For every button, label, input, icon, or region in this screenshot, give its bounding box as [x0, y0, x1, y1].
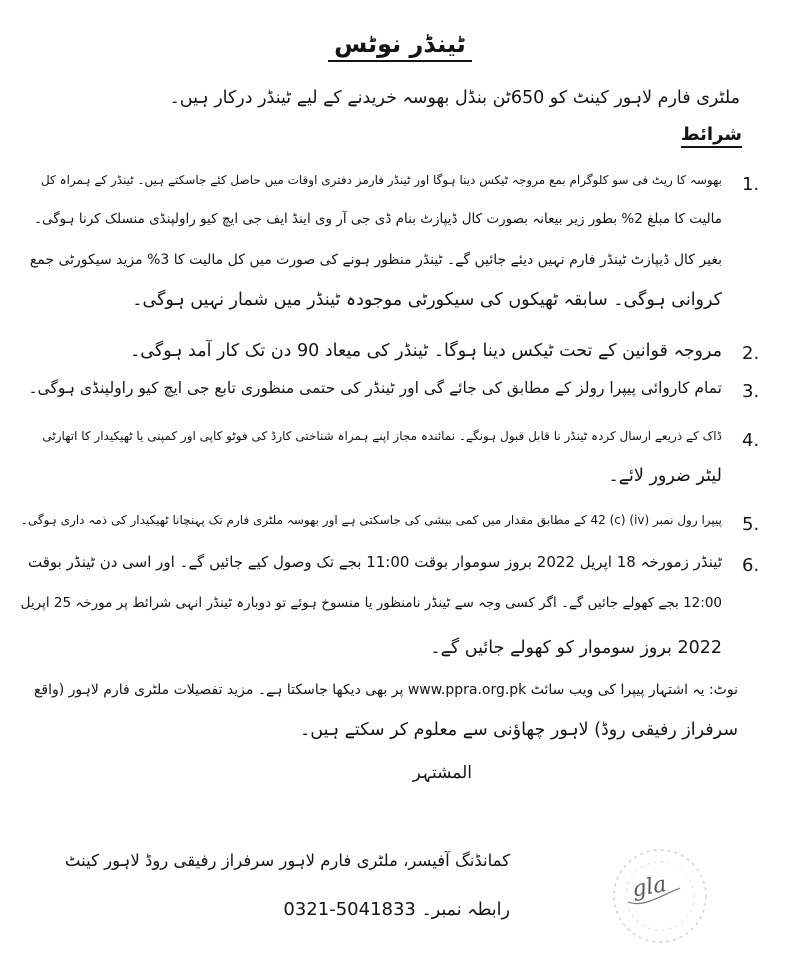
condition-line: کروانی ہوگی۔ سابقہ ٹھیکوں کی سیکورٹی موجودہ ٹینڈر میں شمار نہیں ہوگی۔: [132, 290, 722, 310]
condition-line: 12:00 بجے کھولے جائیں گے۔ اگر کسی وجہ سے ٹینڈر نامنظور یا منسوخ ہوئے تو دوبارہ ٹینڈر انہی شرائط پر مورخہ 25 اپریل: [20, 595, 722, 611]
contact-number: 0321-5041833: [283, 899, 416, 920]
contact: [283, 901, 510, 920]
contact-label: رابطہ نمبر۔: [421, 900, 510, 920]
condition-number: 4.: [742, 430, 760, 451]
condition-line: بغیر کال ڈیپازٹ ٹینڈر فارم نہیں دیئے جائیں گے۔ ٹینڈر منظور ہونے کی صورت میں کل مالیت کا 3% مزید سیکورٹی جمع: [29, 252, 722, 268]
condition-line: بھوسہ کا ریٹ فی سو کلوگرام بمع مروجہ ٹیکس دینا ہوگا اور ٹینڈر فارمز دفتری اوقات میں حاصل کئے جاسکتے ہیں۔ ٹینڈر کے ہمراہ کل: [40, 173, 722, 187]
signature-text: gla: [630, 871, 669, 903]
signature-stamp: [598, 836, 716, 954]
condition-line: ڈاک کے ذریعے ارسال کردہ ٹینڈر نا قابل قبول ہونگے۔ نمائندہ مجاز اپنے ہمراہ شناختی کارڈ کی فوٹو کاپی اور کمپنی یا ٹھیکیدار کا اتھارٹی: [42, 429, 722, 443]
condition-number: 3.: [742, 381, 760, 402]
condition-number: 5.: [742, 514, 760, 535]
tender-notice-title: ٹینڈر نوٹس: [0, 30, 800, 58]
office-address: کمانڈنگ آفیسر، ملٹری فارم لاہور سرفراز رفیقی روڈ لاہور کینٹ: [64, 851, 510, 870]
note-line: نوٹ: یہ اشتہار پیپرا کی ویب سائٹ www.ppra.org.pk پر بھی دیکھا جاسکتا ہے۔ مزید تفصیلات ملٹری فارم لاہور (واقع: [33, 682, 738, 698]
condition-number: 6.: [742, 555, 760, 576]
condition-line: مروجہ قوانین کے تحت ٹیکس دینا ہوگا۔ ٹینڈر کی میعاد 90 دن تک کار آمد ہوگی۔: [130, 341, 722, 361]
condition-line: ٹینڈر زمورخہ 18 اپریل 2022 بروز سوموار بوقت 11:00 بجے تک وصول کیے جائیں گے۔ اور اسی دن ٹینڈر بوقت: [27, 553, 722, 571]
condition-number: 2.: [742, 343, 760, 364]
condition-line: مالیت کا مبلغ 2% بطور زیر بیعانہ بصورت کال ڈیپازٹ بنام ڈی جی آر وی اینڈ ایف جی ایچ کیو راولپنڈی منسلک کرنا ہوگی۔: [34, 211, 722, 227]
condition-line: تمام کاروائی پیپرا رولز کے مطابق کی جائے گی اور ٹینڈر کی حتمی منظوری تابع جی ایچ کیو راولپنڈی ہوگی۔: [28, 379, 722, 397]
condition-line: 2022 بروز سوموار کو کھولے جائیں گے۔: [430, 638, 722, 658]
conditions-heading: شرائط: [681, 124, 742, 148]
condition-line: پیپرا رول نمبر (iv) (c) 42 کے مطابق مقدار میں کمی بیشی کی جاسکتی ہے اور بھوسہ ملٹری فارم تک پہنچانا ٹھیکیدار کی ذمہ داری ہوگی۔: [20, 513, 722, 527]
condition-number: 1.: [742, 174, 760, 195]
note-line: سرفراز رفیقی روڈ) لاہور چھاؤنی سے معلوم کر سکتے ہیں۔: [300, 720, 738, 740]
advertiser-label: المشتہر: [412, 763, 472, 783]
intro-text: ملٹری فارم لاہور کینٹ کو 650ٹن بنڈل بھوسہ خریدنے کے لیے ٹینڈر درکار ہیں۔: [169, 88, 740, 108]
condition-line: لیٹر ضرور لائے۔: [608, 466, 722, 486]
